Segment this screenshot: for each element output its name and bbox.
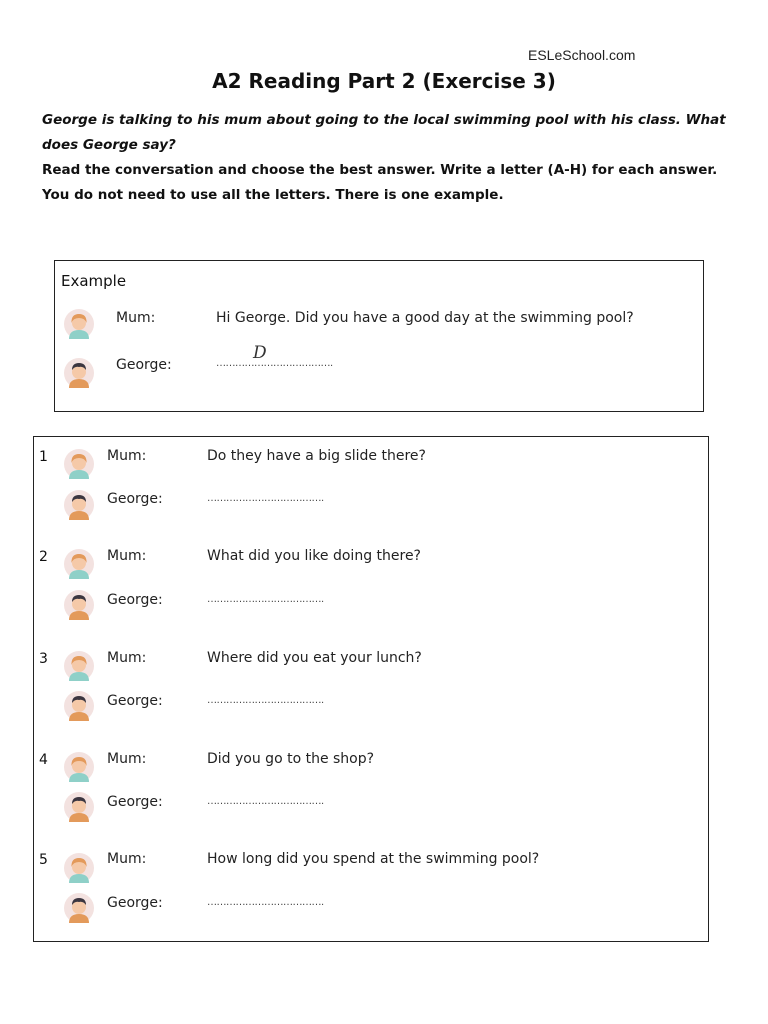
- answer-line[interactable]: ……………………………….: [207, 695, 324, 706]
- mum-line: Did you go to the shop?: [207, 751, 375, 767]
- george-label: George:: [107, 491, 163, 507]
- page-title: A2 Reading Part 2 (Exercise 3): [212, 69, 556, 93]
- question-number: 5: [39, 852, 48, 868]
- example-mum-label: Mum:: [116, 310, 156, 326]
- answer-line[interactable]: ……………………………….: [207, 493, 324, 504]
- example-label: Example: [61, 272, 127, 290]
- mum-label: Mum:: [107, 548, 147, 564]
- mum-label: Mum:: [107, 448, 147, 464]
- mum-avatar-icon: [64, 651, 94, 681]
- george-label: George:: [107, 592, 163, 608]
- example-box: [54, 260, 704, 412]
- mum-avatar-icon: [64, 549, 94, 579]
- example-mum-line: Hi George. Did you have a good day at the swimming pool?: [216, 310, 634, 326]
- site-name: ESLeSchool.com: [528, 47, 636, 63]
- instructions: [42, 108, 732, 208]
- intro-instructions: Read the conversation and choose the best answer. Write a letter (A-H) for each answer. You do not need to use all the letters. There is one example.: [42, 162, 718, 203]
- questions-box: [33, 436, 709, 942]
- answer-line[interactable]: ……………………………….: [207, 796, 324, 807]
- question-number: 4: [39, 752, 48, 768]
- question-number: 2: [39, 549, 48, 565]
- example-george-label: George:: [116, 357, 172, 373]
- mum-line: Where did you eat your lunch?: [207, 650, 422, 666]
- question-number: 3: [39, 651, 48, 667]
- intro-lead: George is talking to his mum about going to the local swimming pool with his class. What does George say?: [42, 112, 726, 153]
- mum-label: Mum:: [107, 751, 147, 767]
- mum-label: Mum:: [107, 650, 147, 666]
- george-label: George:: [107, 794, 163, 810]
- answer-line[interactable]: ……………………………….: [207, 594, 324, 605]
- mum-avatar-icon: [64, 309, 94, 339]
- george-avatar-icon: [64, 893, 94, 923]
- example-answer: D: [253, 343, 267, 363]
- george-avatar-icon: [64, 691, 94, 721]
- example-answer-line: ……………………………….: [216, 358, 333, 369]
- george-avatar-icon: [64, 358, 94, 388]
- answer-line[interactable]: ……………………………….: [207, 897, 324, 908]
- mum-avatar-icon: [64, 752, 94, 782]
- george-avatar-icon: [64, 792, 94, 822]
- mum-line: What did you like doing there?: [207, 548, 421, 564]
- george-label: George:: [107, 895, 163, 911]
- george-avatar-icon: [64, 490, 94, 520]
- mum-line: How long did you spend at the swimming pool?: [207, 851, 540, 867]
- george-avatar-icon: [64, 590, 94, 620]
- mum-avatar-icon: [64, 449, 94, 479]
- question-number: 1: [39, 449, 48, 465]
- mum-line: Do they have a big slide there?: [207, 448, 426, 464]
- mum-avatar-icon: [64, 853, 94, 883]
- george-label: George:: [107, 693, 163, 709]
- mum-label: Mum:: [107, 851, 147, 867]
